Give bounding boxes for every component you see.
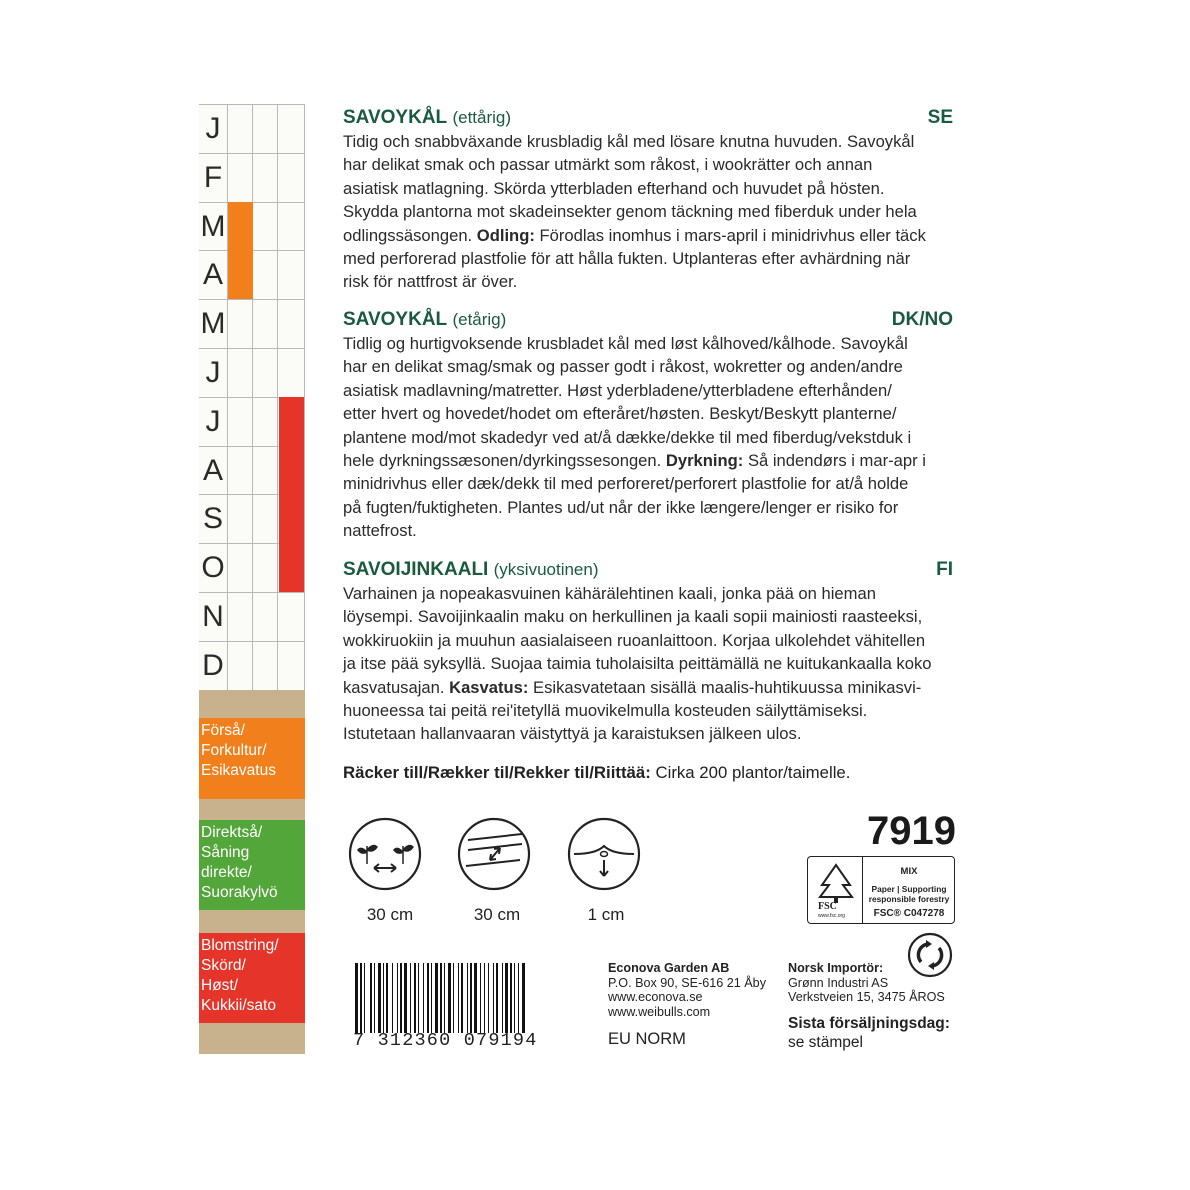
barcode-bar [488,963,489,1033]
body-text: hele dyrkningssæsonen/dyrkingssesongen. [343,451,662,471]
barcode-bar [474,963,477,1033]
barcode [355,963,575,1033]
sowing-depth-icon [566,816,642,892]
barcode-bar [360,963,362,1033]
barcode-bar [378,963,381,1033]
fsc-url: www.fsc.org [818,913,845,919]
month-grid [199,104,305,690]
barcode-bar [496,963,498,1033]
body-line: på fugten/fuktigheten. Plantes ud/ut når der ikke længere/lenger er risiko for [343,497,899,517]
barcode-bar [386,963,388,1033]
barcode-bar [404,963,407,1033]
body-line: ja itse pää syksyllä. Suojaa taimia tuholaisilta peittämällä ne kuitukankaalla koko [343,654,932,674]
month-row [199,592,305,641]
barcode-bar [370,963,372,1033]
body-line: huoneessa tai peitä rei'itetyllä muovikelmulla kosteuden säilyttämiseksi. [343,701,868,721]
indoor-sowing-bar [228,202,253,299]
language-code: SE [927,107,953,128]
month-row [199,104,305,153]
month-letter: O [201,551,225,585]
body-line: risk för nattfrost är över. [343,272,518,292]
body-line: asiatisk matlagning. Skörda ytterbladen efterhand och huvudet på hösten. [343,178,885,198]
section-heading [343,106,953,130]
barcode-bar [355,963,358,1033]
legend-text: Kukkii/sato [201,997,276,1014]
barcode-bar [505,963,508,1033]
barcode-bar [514,963,515,1033]
month-letter: J [205,404,221,438]
coverage-line [343,762,963,784]
barcode-bar [453,963,454,1033]
month-letter: J [205,112,221,145]
body-line: med perforerad plastfolie för att hålla fukten. Utplanteras efter avhärdning när [343,249,911,269]
barcode-bar [510,963,512,1033]
legend-text: direkte/ [201,864,252,881]
month-letter: M [200,307,226,341]
fsc-claim [866,884,952,904]
coverage-label: Räcker till/Rækker til/Rekker til/Riittää: [343,763,651,782]
body-line: har delikat smak och passar utmärkt som råkost, i wookrätter och annan [343,155,873,175]
eu-norm: EU NORM [608,1030,686,1048]
barcode-bar [448,963,451,1033]
plant-type: (ettårig) [452,108,512,127]
fsc-claim-line: responsible forestry [868,894,950,904]
month-letter: J [205,356,221,389]
body-line: Varhainen ja nopeakasvuinen kähärälehtinen kaali, jonka pää on hieman [343,584,876,603]
body-line [343,224,953,247]
coverage-value: Cirka 200 plantor/taimelle. [655,763,851,782]
month-row [199,348,305,397]
plant-type: (etårig) [452,310,507,329]
legend-text: Direktså/ [201,824,263,841]
barcode-digits: 7 312360 079194 [353,1030,538,1051]
body-line: etter hvert og hovedet/hodet om efteråret/høsten. Beskyt/Beskytt planterne/ [343,404,897,424]
importer-title: Norsk Importör: [788,961,884,975]
fsc-mix: MIX [900,866,918,877]
body-line: wokkiruokiin ja muuhun aasialaiseen ruoanlaittoon. Korjaa ulkolehdet vähitellen [343,630,926,650]
month-row [199,153,305,202]
month-letter: A [202,453,223,487]
barcode-bar [410,963,411,1033]
barcode-bar [467,963,468,1033]
cultivation-label: Odling: [476,225,535,245]
last-sale-title: Sista försäljningsdag: [788,1015,950,1032]
legend-indoor-sowing [199,718,305,799]
section-heading [343,558,953,582]
body-line: Tidlig og hurtigvoksende krusbladet kål med løst kålhoved/kålhode. Savoykål [343,334,908,353]
plant-name: SAVOIJINKAALI [343,559,489,580]
body-line: Tidig och snabbväxande krusbladig kål med lösare knutna huvuden. Savoykål [343,132,915,151]
cultivation-label: Dyrkning: [665,451,744,471]
body-line: minidrivhus eller dæk/dekk til med perforeret/perforert plastfolie for at/å holde [343,474,909,494]
cultivation-label: Kasvatus: [449,677,529,697]
importer-name: Grønn Industri AS [788,975,889,990]
company-address: P.O. Box 90, SE-616 21 Åby [608,975,766,990]
fsc-divider [862,857,863,923]
body-text: kasvatusajan. [343,677,445,697]
barcode-bar [383,963,384,1033]
barcode-bar [518,963,519,1033]
plant-spacing-label: 30 cm [366,905,414,924]
barcode-bar [493,963,494,1033]
row-spacing-icon [456,816,532,892]
section-body [343,332,953,543]
importer-address: Verkstveien 15, 3475 ÅROS [788,990,945,1004]
month-letter: D [202,648,224,682]
legend-text: Suorakylvö [201,884,278,901]
body-text: odlingssäsongen. [343,225,473,245]
body-line: plantene mod/mot skadedyr ved at/å dække/dekke til med fiberdug/vekstduk i [343,427,912,447]
month-row [199,299,305,348]
legend-text: Esikavatus [201,762,276,779]
legend-text: Høst/ [201,977,239,994]
barcode-bar [418,963,419,1033]
barcode-bar [435,963,438,1033]
barcode-bar [484,963,485,1033]
legend-text: Forkultur/ [201,742,267,759]
company-website: www.weibulls.com [608,1004,711,1019]
company-name: Econova Garden AB [608,961,730,975]
barcode-bar [427,963,429,1033]
body-line: Skydda plantorna mot skadeinsekter genom täckning med fiberduk under hela [343,202,917,222]
body-line: har en delikat smag/smak og passer godt i råkost, wokretter og anden/andre [343,357,903,377]
body-text: Esikasvatetaan sisällä maalis-huhtikuussa minikasvi- [533,677,922,697]
product-code: 7919 [867,809,956,853]
plant-name: SAVOYKÅL [343,309,448,330]
row-spacing-label: 30 cm [473,905,521,924]
barcode-bar [440,963,442,1033]
barcode-bar [458,963,459,1033]
body-line [343,676,953,699]
section-fi [343,558,953,746]
section-heading [343,308,953,332]
body-line: löysempi. Savoijinkaalin maku on herkullinen ja kaali sopii mainiosti raasteeksi, [343,607,923,627]
barcode-bar [374,963,375,1033]
barcode-bar [480,963,481,1033]
legend-harvest [199,933,305,1023]
barcode-bar [522,963,525,1033]
section-se [343,106,953,294]
month-letter: A [202,258,223,292]
barcode-bar [461,963,463,1033]
sowing-depth-label: 1 cm [587,905,625,924]
body-line: Istutetaan hallanvaaran väistyttyä ja karaistuksen jälkeen ulos. [343,724,802,744]
company-website: www.econova.se [608,990,703,1004]
body-text: Förodlas inomhus i mars-april i minidrivhus eller täck [539,225,926,245]
body-text: Så indendørs i mar-apr i [747,451,926,471]
last-sale-value: se stämpel [788,1034,863,1051]
body-line: nattefrost. [343,521,417,541]
barcode-bar [397,963,398,1033]
fsc-label [807,856,955,924]
month-row [199,641,305,690]
legend-text: Skörd/ [201,957,246,974]
section-body [343,582,953,746]
harvest-bar [279,397,304,592]
fsc-logo-text: FSC [818,901,837,912]
plant-type: (yksivuotinen) [493,560,599,579]
barcode-bar [364,963,365,1033]
barcode-bar [502,963,503,1033]
section-body [343,130,953,294]
barcode-bar [470,963,472,1033]
section-dk-no [343,308,953,543]
last-sale-date [788,1014,963,1052]
language-code: FI [936,559,953,580]
body-line [343,449,953,472]
plant-name: SAVOYKÅL [343,107,448,128]
language-code: DK/NO [891,309,953,330]
month-letter: S [202,502,223,536]
legend-direct-sowing [199,820,305,910]
barcode-bar [423,963,424,1033]
legend-text: Blomstring/ [201,937,279,954]
month-letter: F [203,160,223,194]
company-info [608,961,788,1019]
month-letter: M [200,209,226,243]
body-line: asiatisk madlavning/matretter. Høst yderbladene/ytterbladene efterhånden/ [343,380,892,400]
legend-text: Förså/ [201,722,245,739]
month-letter: N [202,600,224,633]
barcode-bar [431,963,432,1033]
barcode-bar [392,963,393,1033]
barcode-bar [400,963,402,1033]
fsc-license: FSC® C047278 [873,908,945,919]
legend-text: Såning [201,844,250,861]
plant-spacing-icon [347,816,423,892]
importer-info [788,961,963,1005]
barcode-bar [444,963,445,1033]
fsc-claim-line: Paper | Supporting [871,884,947,894]
barcode-bar [414,963,416,1033]
